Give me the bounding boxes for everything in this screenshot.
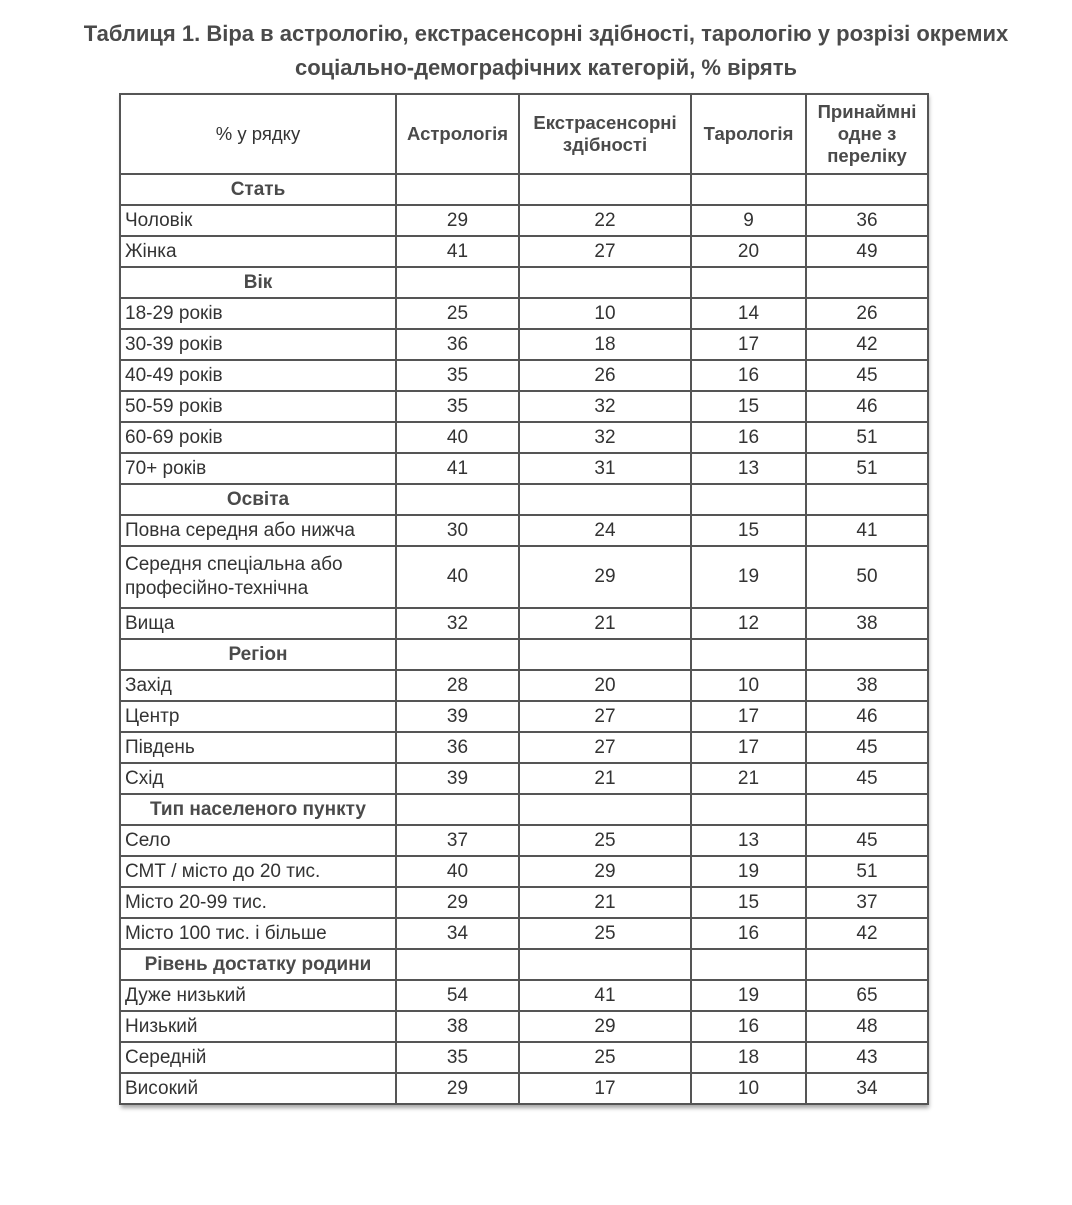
table-container — [119, 93, 927, 1105]
empty-cell — [806, 639, 928, 670]
row-label-line: Середня спеціальна або — [125, 554, 343, 575]
at-least-one-value: 51 — [806, 453, 928, 484]
table-row — [120, 1073, 928, 1104]
empty-cell — [519, 794, 691, 825]
tarology-value: 15 — [691, 391, 806, 422]
tarology-value: 13 — [691, 825, 806, 856]
tarology-value: 16 — [691, 360, 806, 391]
row-label: Південь — [120, 732, 396, 763]
row-label: СМТ / місто до 20 тис. — [120, 856, 396, 887]
astrology-value: 35 — [396, 391, 519, 422]
tarology-value: 19 — [691, 546, 806, 608]
extrasensory-value: 29 — [519, 1011, 691, 1042]
row-label — [120, 546, 396, 608]
tarology-value: 19 — [691, 856, 806, 887]
row-label: 30-39 років — [120, 329, 396, 360]
at-least-one-value: 45 — [806, 732, 928, 763]
at-least-one-value: 42 — [806, 329, 928, 360]
extrasensory-value: 25 — [519, 918, 691, 949]
row-label: Схід — [120, 763, 396, 794]
astrology-value: 36 — [396, 732, 519, 763]
astrology-value: 35 — [396, 1042, 519, 1073]
tarology-value: 13 — [691, 453, 806, 484]
table-row — [120, 670, 928, 701]
group-row — [120, 267, 928, 298]
header-extrasensory — [519, 94, 691, 174]
tarology-value: 19 — [691, 980, 806, 1011]
header-at-least-one — [806, 94, 928, 174]
extrasensory-value: 29 — [519, 546, 691, 608]
row-label: Низький — [120, 1011, 396, 1042]
group-row — [120, 794, 928, 825]
astrology-value: 34 — [396, 918, 519, 949]
at-least-one-value: 38 — [806, 670, 928, 701]
table-body — [120, 174, 928, 1104]
tarology-value: 15 — [691, 887, 806, 918]
header-extrasensory-line: Екстрасенсорні — [533, 112, 677, 133]
at-least-one-value: 34 — [806, 1073, 928, 1104]
table-row — [120, 701, 928, 732]
at-least-one-value: 42 — [806, 918, 928, 949]
extrasensory-value: 18 — [519, 329, 691, 360]
empty-cell — [806, 484, 928, 515]
row-label: Захід — [120, 670, 396, 701]
group-heading: Регіон — [120, 639, 396, 670]
tarology-value: 10 — [691, 670, 806, 701]
table-row — [120, 298, 928, 329]
empty-cell — [396, 174, 519, 205]
empty-cell — [691, 794, 806, 825]
table-row — [120, 453, 928, 484]
astrology-value: 38 — [396, 1011, 519, 1042]
header-tarology: Тарологія — [691, 94, 806, 174]
at-least-one-value: 51 — [806, 856, 928, 887]
row-label: 70+ років — [120, 453, 396, 484]
tarology-value: 10 — [691, 1073, 806, 1104]
row-label: Вища — [120, 608, 396, 639]
table-row — [120, 825, 928, 856]
at-least-one-value: 45 — [806, 825, 928, 856]
extrasensory-value: 21 — [519, 763, 691, 794]
header-row-label: % у рядку — [120, 94, 396, 174]
at-least-one-value: 43 — [806, 1042, 928, 1073]
extrasensory-value: 25 — [519, 1042, 691, 1073]
row-label: 18-29 років — [120, 298, 396, 329]
astrology-value: 54 — [396, 980, 519, 1011]
table-title — [0, 17, 1072, 85]
group-heading: Стать — [120, 174, 396, 205]
tarology-value: 12 — [691, 608, 806, 639]
at-least-one-value: 51 — [806, 422, 928, 453]
empty-cell — [396, 639, 519, 670]
empty-cell — [396, 267, 519, 298]
astrology-value: 25 — [396, 298, 519, 329]
table-row — [120, 763, 928, 794]
extrasensory-value: 27 — [519, 701, 691, 732]
tarology-value: 21 — [691, 763, 806, 794]
group-heading: Освіта — [120, 484, 396, 515]
table-row — [120, 391, 928, 422]
table-row — [120, 918, 928, 949]
group-heading: Тип населеного пункту — [120, 794, 396, 825]
extrasensory-value: 32 — [519, 422, 691, 453]
at-least-one-value: 65 — [806, 980, 928, 1011]
at-least-one-value: 49 — [806, 236, 928, 267]
group-row — [120, 949, 928, 980]
row-label: Дуже низький — [120, 980, 396, 1011]
group-heading: Вік — [120, 267, 396, 298]
table-row — [120, 980, 928, 1011]
astrology-value: 29 — [396, 1073, 519, 1104]
row-label-line: професійно-технічна — [125, 578, 309, 599]
extrasensory-value: 27 — [519, 732, 691, 763]
table-row — [120, 1042, 928, 1073]
extrasensory-value: 22 — [519, 205, 691, 236]
extrasensory-value: 21 — [519, 608, 691, 639]
extrasensory-value: 32 — [519, 391, 691, 422]
table-row — [120, 608, 928, 639]
at-least-one-value: 46 — [806, 391, 928, 422]
empty-cell — [519, 484, 691, 515]
astrology-value: 35 — [396, 360, 519, 391]
table-row — [120, 546, 928, 608]
table-row — [120, 515, 928, 546]
at-least-one-value: 37 — [806, 887, 928, 918]
at-least-one-value: 45 — [806, 763, 928, 794]
astrology-value: 40 — [396, 546, 519, 608]
header-at-least-one-line: Принаймні — [817, 101, 917, 122]
data-table — [119, 93, 929, 1105]
extrasensory-value: 10 — [519, 298, 691, 329]
table-row — [120, 856, 928, 887]
astrology-value: 29 — [396, 205, 519, 236]
table-row — [120, 360, 928, 391]
empty-cell — [519, 639, 691, 670]
astrology-value: 41 — [396, 453, 519, 484]
tarology-value: 17 — [691, 329, 806, 360]
extrasensory-value: 41 — [519, 980, 691, 1011]
astrology-value: 28 — [396, 670, 519, 701]
empty-cell — [396, 949, 519, 980]
table-title-line-1: Таблиця 1. Віра в астрологію, екстрасенсорні здібності, тарологію у розрізі окремих — [83, 21, 1009, 46]
group-row — [120, 484, 928, 515]
astrology-value: 39 — [396, 763, 519, 794]
tarology-value: 14 — [691, 298, 806, 329]
group-row — [120, 174, 928, 205]
table-row — [120, 1011, 928, 1042]
tarology-value: 16 — [691, 918, 806, 949]
astrology-value: 30 — [396, 515, 519, 546]
empty-cell — [806, 949, 928, 980]
astrology-value: 29 — [396, 887, 519, 918]
extrasensory-value: 29 — [519, 856, 691, 887]
astrology-value: 41 — [396, 236, 519, 267]
header-astrology: Астрологія — [396, 94, 519, 174]
header-extrasensory-line: здібності — [562, 134, 648, 155]
astrology-value: 36 — [396, 329, 519, 360]
group-heading: Рівень достатку родини — [120, 949, 396, 980]
header-at-least-one-line: одне з — [837, 123, 897, 144]
row-label: 40-49 років — [120, 360, 396, 391]
row-label: Місто 100 тис. і більше — [120, 918, 396, 949]
empty-cell — [806, 794, 928, 825]
group-row — [120, 639, 928, 670]
empty-cell — [519, 949, 691, 980]
extrasensory-value: 17 — [519, 1073, 691, 1104]
empty-cell — [519, 174, 691, 205]
extrasensory-value: 25 — [519, 825, 691, 856]
extrasensory-value: 27 — [519, 236, 691, 267]
extrasensory-value: 21 — [519, 887, 691, 918]
empty-cell — [806, 174, 928, 205]
extrasensory-value: 31 — [519, 453, 691, 484]
tarology-value: 16 — [691, 422, 806, 453]
astrology-value: 32 — [396, 608, 519, 639]
at-least-one-value: 48 — [806, 1011, 928, 1042]
empty-cell — [396, 484, 519, 515]
table-header — [120, 94, 928, 174]
row-label: Центр — [120, 701, 396, 732]
extrasensory-value: 24 — [519, 515, 691, 546]
tarology-value: 9 — [691, 205, 806, 236]
tarology-value: 15 — [691, 515, 806, 546]
empty-cell — [691, 484, 806, 515]
tarology-value: 17 — [691, 701, 806, 732]
row-label: Повна середня або нижча — [120, 515, 396, 546]
astrology-value: 39 — [396, 701, 519, 732]
at-least-one-value: 41 — [806, 515, 928, 546]
empty-cell — [691, 174, 806, 205]
at-least-one-value: 50 — [806, 546, 928, 608]
row-label: Чоловік — [120, 205, 396, 236]
row-label: Село — [120, 825, 396, 856]
at-least-one-value: 45 — [806, 360, 928, 391]
tarology-value: 18 — [691, 1042, 806, 1073]
row-label: Середній — [120, 1042, 396, 1073]
table-row — [120, 205, 928, 236]
table-row — [120, 236, 928, 267]
at-least-one-value: 36 — [806, 205, 928, 236]
astrology-value: 40 — [396, 422, 519, 453]
empty-cell — [691, 949, 806, 980]
at-least-one-value: 26 — [806, 298, 928, 329]
astrology-value: 40 — [396, 856, 519, 887]
tarology-value: 20 — [691, 236, 806, 267]
header-row — [120, 94, 928, 174]
empty-cell — [691, 267, 806, 298]
header-at-least-one-line: переліку — [827, 145, 907, 166]
tarology-value: 17 — [691, 732, 806, 763]
table-row — [120, 887, 928, 918]
empty-cell — [691, 639, 806, 670]
table-row — [120, 732, 928, 763]
row-label: 50-59 років — [120, 391, 396, 422]
table-title-line-2: соціально-демографічних категорій, % вірять — [294, 55, 798, 80]
row-label: Жінка — [120, 236, 396, 267]
astrology-value: 37 — [396, 825, 519, 856]
row-label: Місто 20-99 тис. — [120, 887, 396, 918]
row-label: 60-69 років — [120, 422, 396, 453]
table-row — [120, 422, 928, 453]
empty-cell — [396, 794, 519, 825]
at-least-one-value: 46 — [806, 701, 928, 732]
empty-cell — [806, 267, 928, 298]
extrasensory-value: 20 — [519, 670, 691, 701]
tarology-value: 16 — [691, 1011, 806, 1042]
row-label: Високий — [120, 1073, 396, 1104]
table-row — [120, 329, 928, 360]
at-least-one-value: 38 — [806, 608, 928, 639]
empty-cell — [519, 267, 691, 298]
extrasensory-value: 26 — [519, 360, 691, 391]
